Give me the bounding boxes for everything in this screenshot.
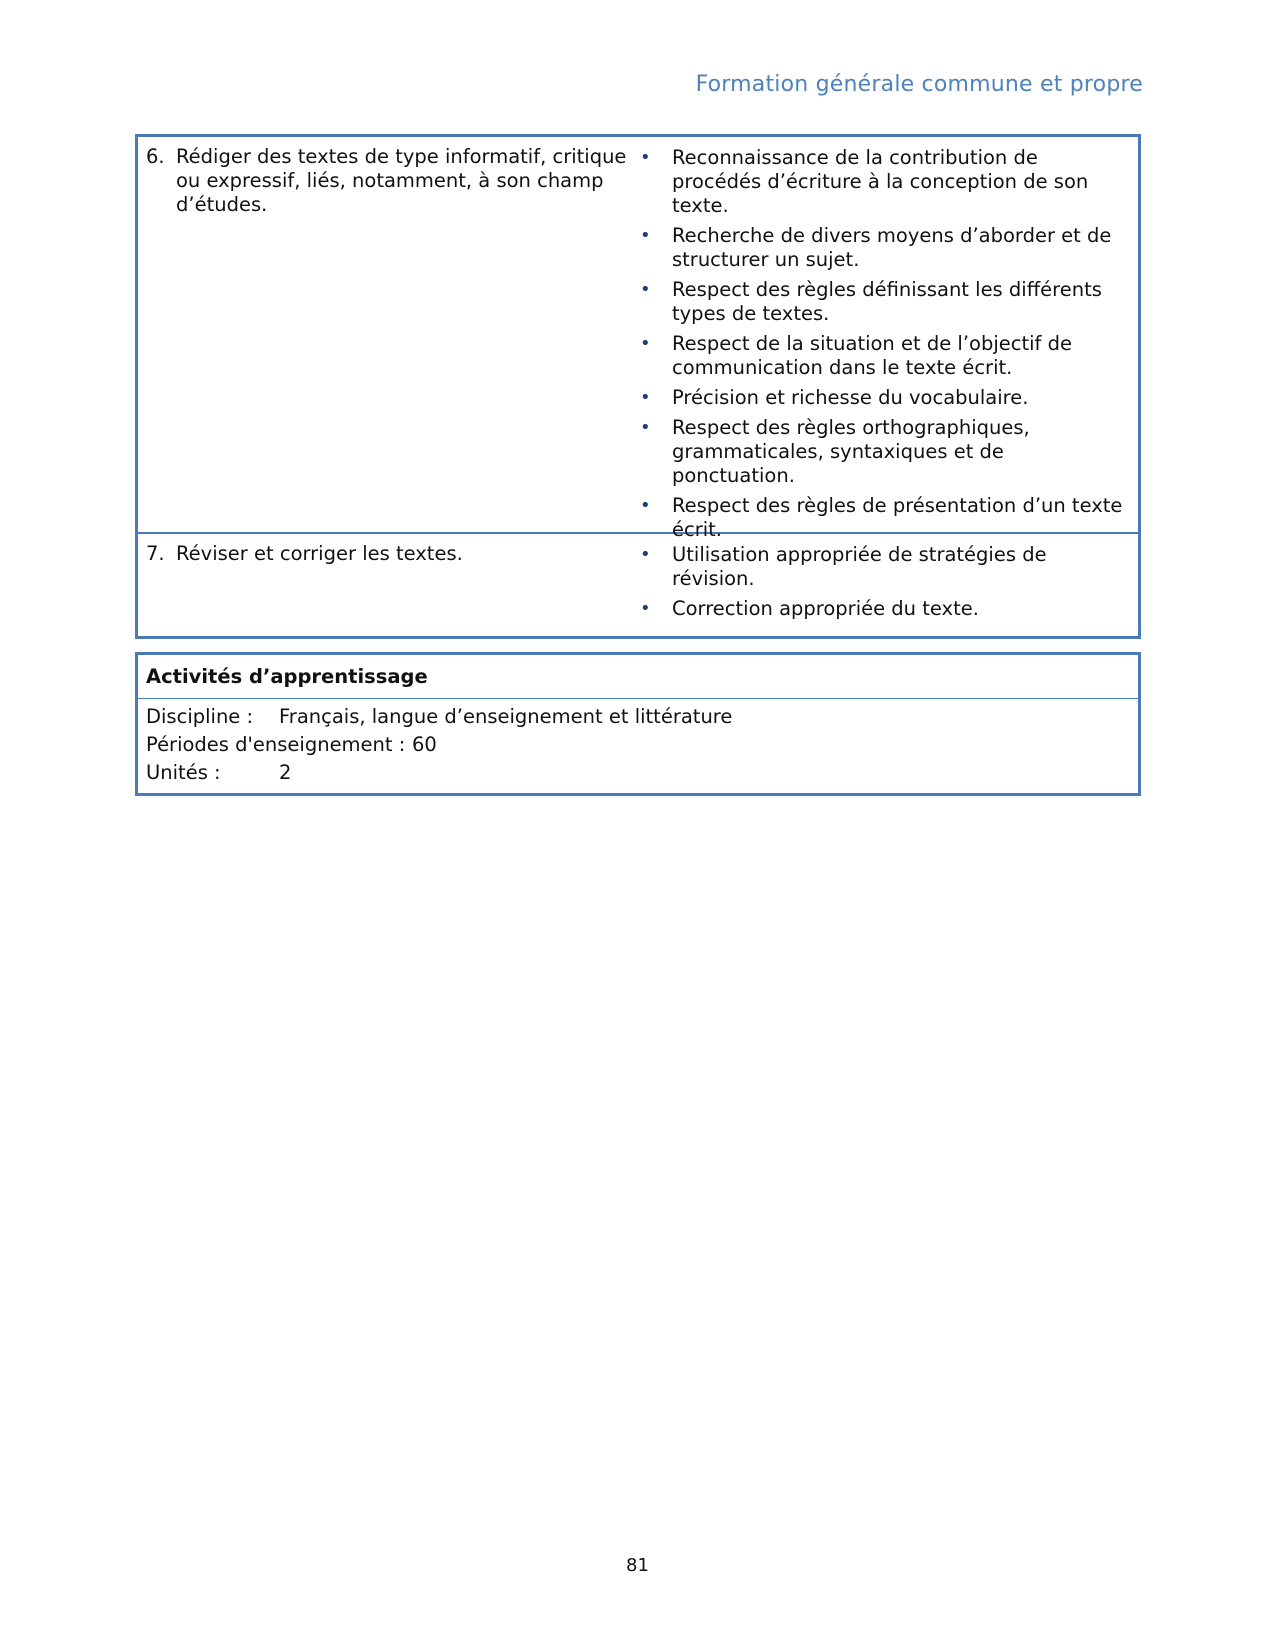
periods-value: 60	[412, 733, 437, 756]
periods-line	[146, 731, 1130, 759]
bullet-icon: •	[640, 279, 651, 300]
criteria-item: • Utilisation appropriée de stratégies de révision.	[640, 543, 1047, 590]
periods-label: Périodes d'enseignement :	[146, 733, 406, 756]
units-value: 2	[279, 761, 292, 784]
bullet-icon: •	[640, 387, 651, 408]
objective-text: Rédiger des textes de type informatif, critique ou expressif, liés, notamment, à son champ d’études.	[176, 145, 627, 216]
learning-activities-box	[135, 652, 1141, 796]
discipline-label: Discipline :	[146, 705, 254, 728]
running-header: Formation générale commune et propre	[695, 72, 1143, 97]
criteria-list	[638, 146, 1126, 542]
criteria-cell	[628, 137, 1138, 541]
units-line	[146, 759, 1130, 787]
discipline-value: Français, langue d’enseignement et littérature	[279, 705, 733, 728]
activities-heading: Activités d’apprentissage	[138, 655, 1138, 699]
objective-number: 7.	[146, 542, 165, 565]
bullet-icon: •	[640, 417, 651, 438]
criteria-cell	[628, 534, 1138, 636]
objective-cell	[138, 534, 628, 636]
bullet-icon: •	[640, 598, 651, 619]
objective-text: Réviser et corriger les textes.	[176, 542, 463, 565]
objective-number: 6.	[146, 145, 165, 168]
objective-row	[138, 532, 1138, 636]
bullet-icon: •	[640, 147, 651, 168]
discipline-line	[146, 703, 1130, 731]
objective-cell	[138, 137, 628, 532]
activities-details	[138, 699, 1138, 793]
units-label: Unités :	[146, 761, 221, 784]
page-number: 81	[626, 1555, 649, 1576]
criteria-item: • Respect des règles définissant les différents types de textes.	[640, 278, 1102, 325]
bullet-icon: •	[640, 544, 651, 565]
bullet-icon: •	[640, 333, 651, 354]
criteria-list	[638, 543, 1126, 621]
criteria-item: • Respect des règles de présentation d’un texte écrit.	[640, 494, 1123, 541]
criteria-item: • Précision et richesse du vocabulaire.	[640, 386, 1029, 409]
criteria-item: • Correction appropriée du texte.	[640, 597, 979, 620]
objective-row	[138, 137, 1138, 541]
criteria-item: • Respect des règles orthographiques, grammaticales, syntaxiques et de ponctuation.	[640, 416, 1030, 487]
criteria-item: • Reconnaissance de la contribution de procédés d’écriture à la conception de son texte.	[640, 146, 1089, 217]
bullet-icon: •	[640, 225, 651, 246]
criteria-item: • Recherche de divers moyens d’aborder et de structurer un sujet.	[640, 224, 1112, 271]
criteria-item: • Respect de la situation et de l’objectif de communication dans le texte écrit.	[640, 332, 1072, 379]
objectives-table	[135, 134, 1141, 639]
bullet-icon: •	[640, 495, 651, 516]
